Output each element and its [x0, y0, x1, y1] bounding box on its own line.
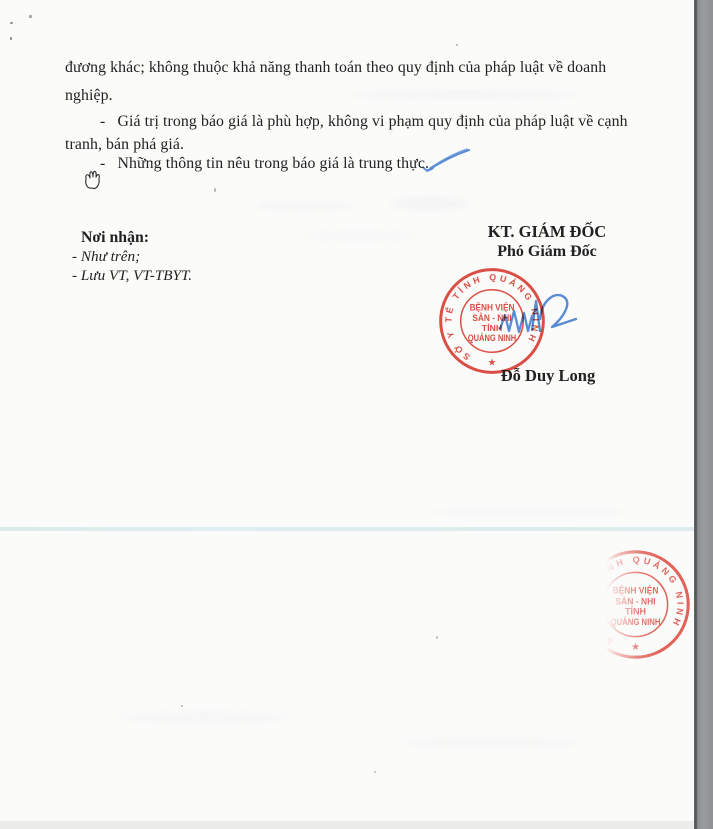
scan-smudge: [300, 232, 420, 240]
body-text-line: nghiệp.: [65, 87, 113, 104]
signer-role-title: KT. GIÁM ĐỐC: [487, 222, 607, 241]
signer-name: Đỗ Duy Long: [500, 366, 596, 385]
scan-speck: [374, 771, 376, 773]
recipients-block: [72, 229, 192, 285]
pen-tick-mark: [420, 146, 472, 174]
body-text-line: đương khác; không thuộc khả năng thanh toán theo quy định của pháp luật về doanh: [65, 59, 607, 76]
scan-speck: [436, 636, 438, 639]
hand-doodle-mark: [82, 165, 105, 192]
scan-smudge: [120, 712, 290, 723]
seal-center-line: SẢN - NHI: [615, 595, 656, 607]
cross-page-seal-fragment: [585, 544, 697, 668]
seal-center-line: SẢN - NHI: [472, 313, 516, 323]
recipient-item: - Lưu VT, VT-TBYT.: [72, 267, 193, 284]
scanner-edge-bottom: [0, 821, 694, 829]
scan-speck: [181, 705, 183, 707]
signer-role-subtitle: Phó Giám Đốc: [497, 243, 597, 260]
scan-smudge: [430, 508, 630, 516]
scan-speck: [29, 15, 32, 18]
scan-speck: [10, 22, 13, 24]
signature-title-block: [437, 222, 657, 262]
recipients-heading: Nơi nhận:: [81, 229, 150, 246]
body-text-line: - Những thông tin nêu trong báo giá là trung thực.: [100, 155, 429, 172]
seal-star: ★: [487, 357, 497, 369]
seal-center-line: QUẢNG NINH: [610, 616, 661, 628]
seal-center-line: BỆNH VIỆN: [469, 302, 520, 313]
seal-center-line: QUẢNG NINH: [467, 333, 527, 344]
scan-speck: [10, 37, 12, 40]
scan-smudge: [255, 202, 355, 210]
scan-smudge: [350, 90, 580, 99]
seal-ring-text: SỞ Y TẾ TỈNH QUẢNG NINH: [585, 554, 686, 647]
seal-center-line: TỈNH: [481, 322, 502, 333]
seal-center-line: TỈNH: [624, 606, 646, 617]
scan-speck: [456, 44, 458, 46]
scan-smudge: [390, 197, 470, 210]
scan-speck: [214, 188, 216, 192]
seal-center-line: BỆNH VIỆN: [612, 584, 659, 596]
scanner-edge-right: [694, 0, 713, 829]
seal-ring-text: SỞ Y TẾ TỈNH QUẢNG NINH: [443, 272, 541, 363]
body-text-line: tranh, bán phá giá.: [65, 136, 185, 153]
scan-seam-line: [0, 527, 713, 531]
body-text-line: - Giá trị trong báo giá là phù hợp, không vi phạm quy định của pháp luật về cạnh: [100, 113, 628, 130]
recipient-item: - Như trên;: [72, 248, 141, 265]
seal-star: ★: [630, 642, 641, 654]
scan-smudge: [400, 738, 580, 748]
hospital-seal-stamp: [585, 547, 693, 662]
pen-signature: [497, 289, 581, 345]
